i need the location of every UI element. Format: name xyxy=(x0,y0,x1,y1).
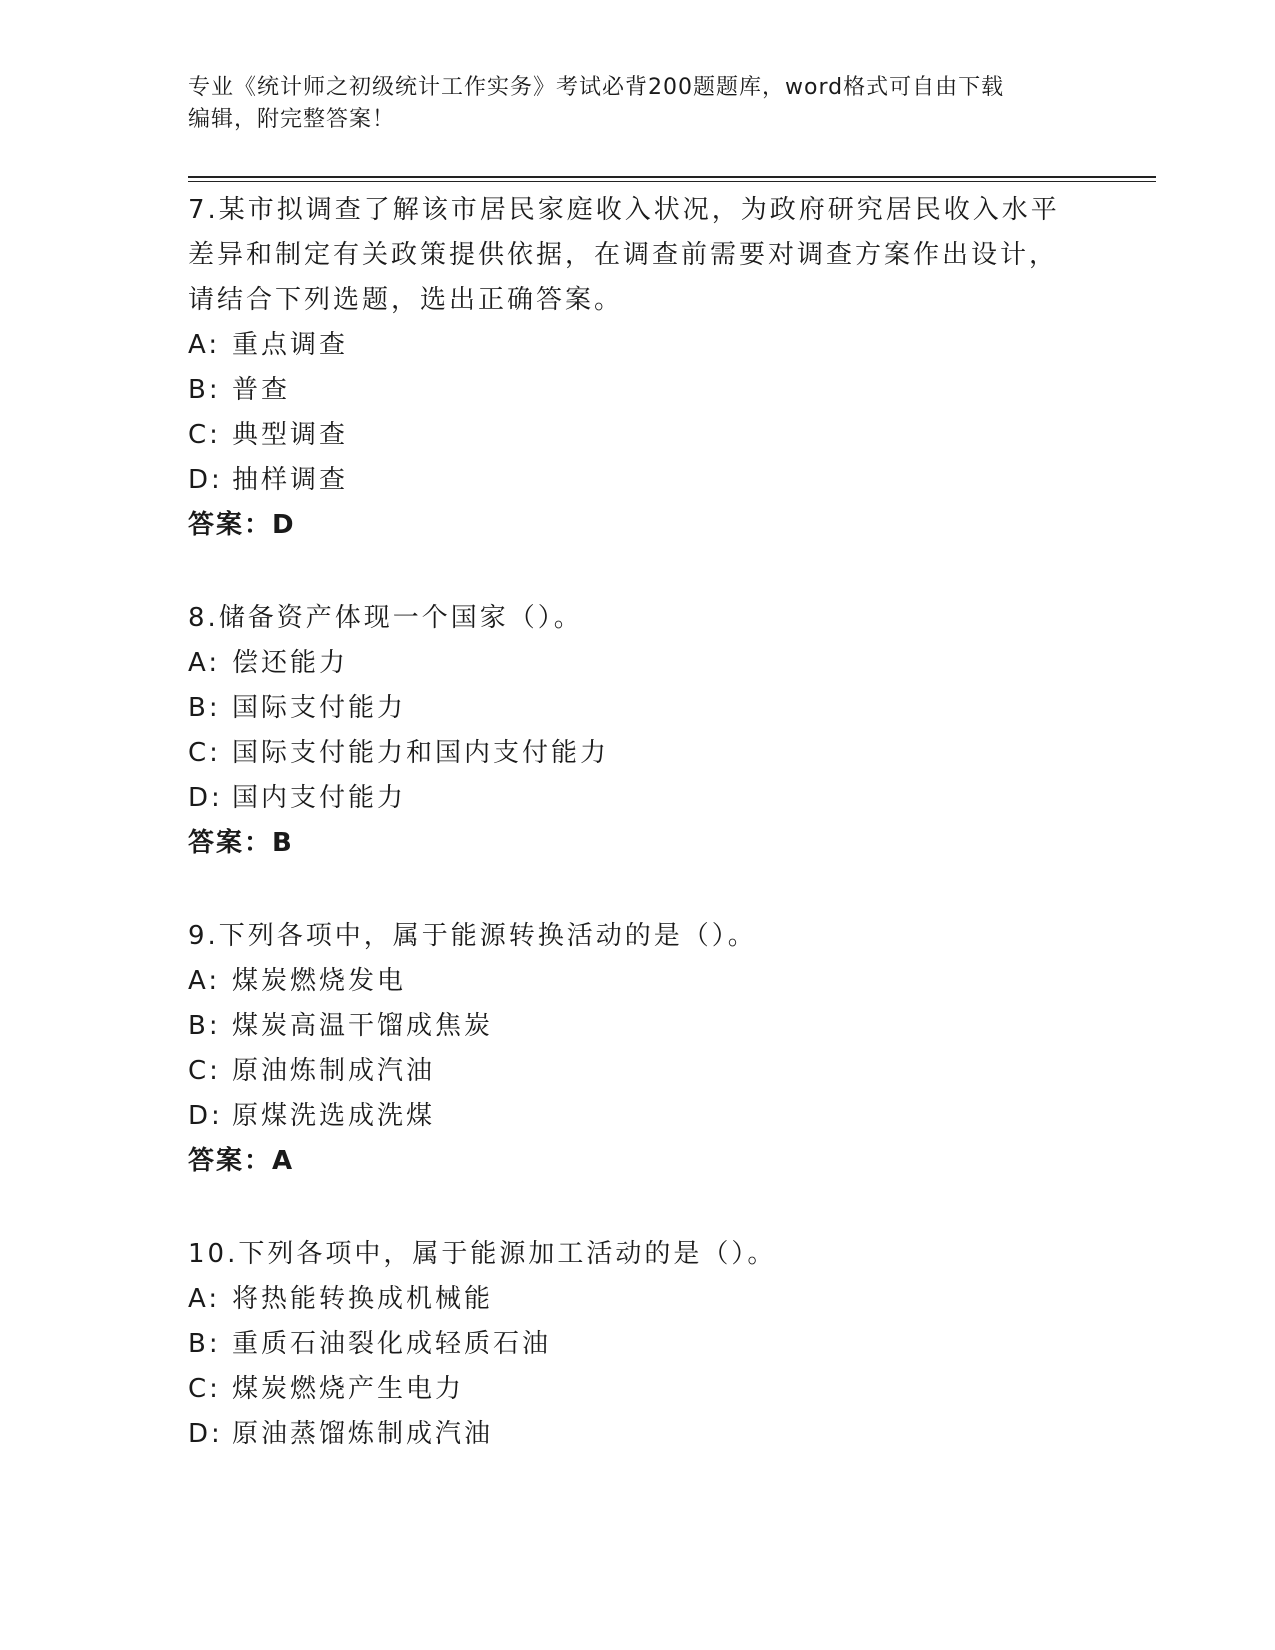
option-key: C: xyxy=(188,1056,221,1086)
option-key: B: xyxy=(188,375,221,405)
option-text: 重质石油裂化成轻质石油 xyxy=(232,1329,552,1359)
question-stem-line: 7.某市拟调查了解该市居民家庭收入状况，为政府研究居民收入水平 xyxy=(188,195,1060,225)
question-10 xyxy=(188,1232,1088,1457)
option-a xyxy=(188,323,1088,368)
header-line-1: 专业《统计师之初级统计工作实务》考试必背200题题库，word格式可自由下载 xyxy=(188,75,1005,100)
option-key: D: xyxy=(188,465,223,495)
option-text: 将热能转换成机械能 xyxy=(232,1284,494,1314)
option-text: 偿还能力 xyxy=(232,648,349,678)
option-text: 国际支付能力 xyxy=(232,693,407,723)
option-text: 煤炭燃烧产生电力 xyxy=(232,1374,465,1404)
option-key: A: xyxy=(188,966,221,996)
option-key: D: xyxy=(188,783,223,813)
question-stem-line: 10.下列各项中，属于能源加工活动的是（）。 xyxy=(188,1239,777,1269)
option-key: C: xyxy=(188,738,221,768)
option-a xyxy=(188,1277,1088,1322)
option-d xyxy=(188,1412,1088,1457)
question-stem-line: 请结合下列选题，选出正确答案。 xyxy=(188,285,624,315)
option-key: D: xyxy=(188,1101,223,1131)
question-8 xyxy=(188,596,1088,866)
option-key: B: xyxy=(188,693,221,723)
option-text: 典型调查 xyxy=(232,420,349,450)
option-c xyxy=(188,731,1088,776)
option-text: 煤炭燃烧发电 xyxy=(232,966,407,996)
question-stem-line: 8.储备资产体现一个国家（）。 xyxy=(188,603,583,633)
header-divider-thin xyxy=(188,181,1156,182)
option-c xyxy=(188,1049,1088,1094)
option-text: 煤炭高温干馏成焦炭 xyxy=(232,1011,494,1041)
question-list xyxy=(188,188,1088,1505)
option-a xyxy=(188,959,1088,1004)
option-a xyxy=(188,641,1088,686)
option-text: 抽样调查 xyxy=(232,465,349,495)
option-c xyxy=(188,1367,1088,1412)
option-key: B: xyxy=(188,1011,221,1041)
option-text: 普查 xyxy=(232,375,291,405)
option-key: A: xyxy=(188,648,221,678)
option-key: B: xyxy=(188,1329,221,1359)
question-stem-line: 差异和制定有关政策提供依据，在调查前需要对调查方案作出设计， xyxy=(188,240,1059,270)
option-b xyxy=(188,1322,1088,1367)
question-stem-line: 9.下列各项中，属于能源转换活动的是（）。 xyxy=(188,921,757,951)
option-d xyxy=(188,776,1088,821)
option-key: C: xyxy=(188,420,221,450)
question-9 xyxy=(188,914,1088,1184)
option-d xyxy=(188,1094,1088,1139)
option-key: A: xyxy=(188,330,221,360)
option-b xyxy=(188,1004,1088,1049)
answer-line: 答案：D xyxy=(188,510,296,540)
option-c xyxy=(188,413,1088,458)
document-header xyxy=(188,72,1068,136)
option-d xyxy=(188,458,1088,503)
option-b xyxy=(188,686,1088,731)
option-text: 原煤洗选成洗煤 xyxy=(232,1101,436,1131)
question-7 xyxy=(188,188,1088,548)
option-text: 国际支付能力和国内支付能力 xyxy=(232,738,610,768)
answer-line: 答案：A xyxy=(188,1146,295,1176)
option-key: A: xyxy=(188,1284,221,1314)
answer-line: 答案：B xyxy=(188,828,294,858)
option-b xyxy=(188,368,1088,413)
option-text: 原油炼制成汽油 xyxy=(232,1056,436,1086)
option-text: 重点调查 xyxy=(232,330,349,360)
option-key: D: xyxy=(188,1419,223,1449)
option-key: C: xyxy=(188,1374,221,1404)
header-line-2: 编辑，附完整答案！ xyxy=(188,107,396,132)
header-divider-thick xyxy=(188,176,1156,178)
option-text: 国内支付能力 xyxy=(232,783,407,813)
option-text: 原油蒸馏炼制成汽油 xyxy=(232,1419,494,1449)
